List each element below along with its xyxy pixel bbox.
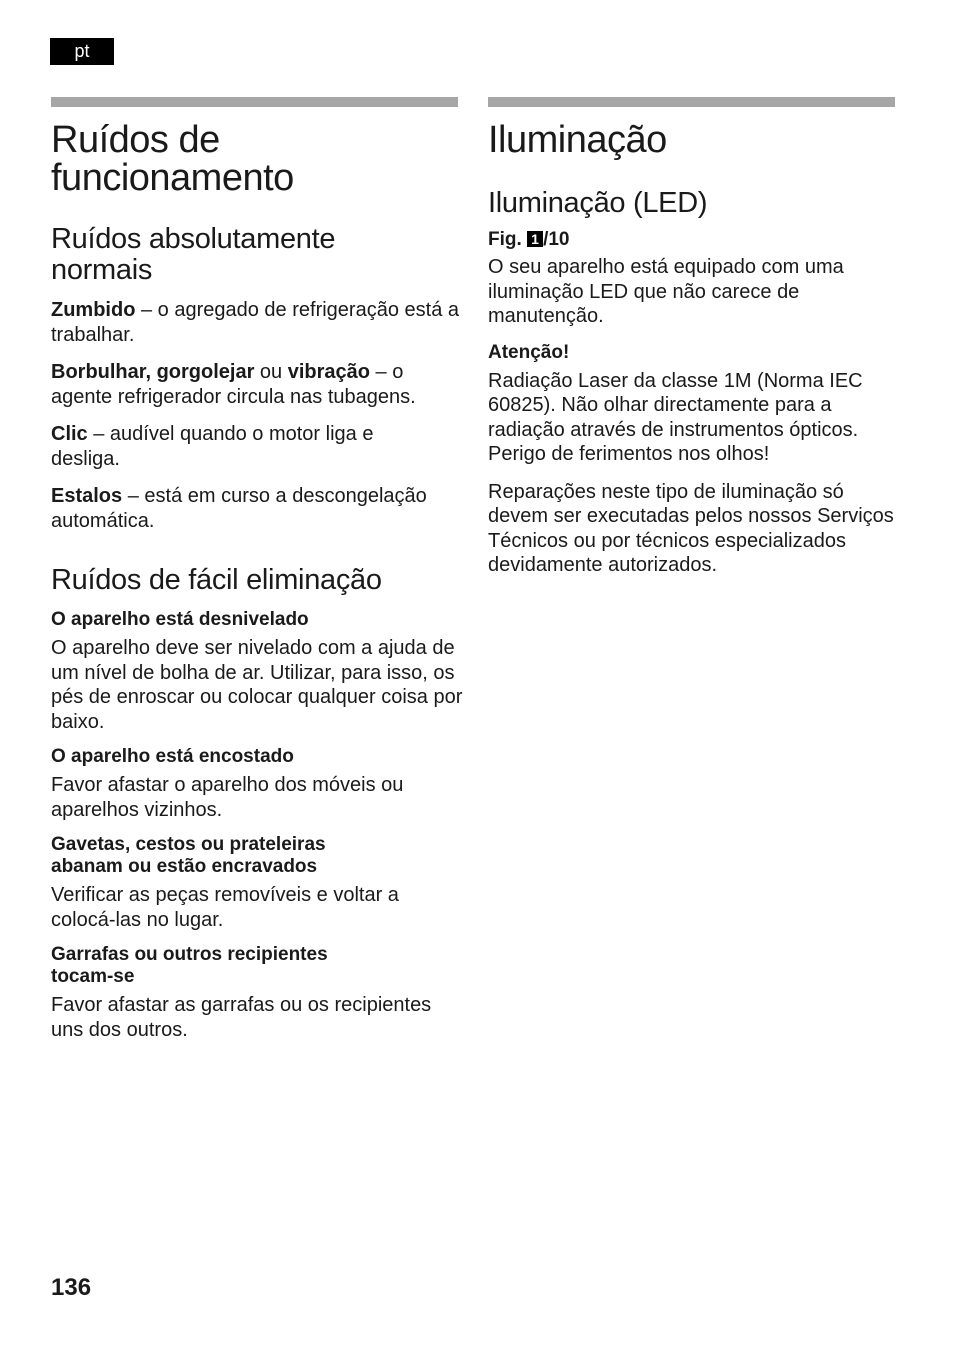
intro-text: O seu aparelho está equipado com uma iluminação LED que não carece de manutenção. (488, 256, 844, 327)
noise-item (51, 484, 431, 533)
noise-desc: – audível quando o motor liga e desliga. (51, 423, 374, 470)
problem-text: Favor afastar o aparelho dos móveis ou aparelhos vizinhos. (51, 774, 404, 821)
left-column (51, 97, 463, 1042)
problem-text: Verificar as peças removíveis e voltar a colocá-las no lugar. (51, 884, 399, 931)
problem-title: O aparelho está encostado (51, 746, 294, 767)
noise-desc: – o agente refrigerador circula nas tubagens. (51, 361, 416, 408)
noise-term: Borbulhar, gorgolejar (51, 361, 255, 383)
noise-item (51, 360, 431, 409)
noise-joiner: ou (254, 361, 288, 383)
page-number: 136 (51, 1274, 92, 1301)
problem-text: O aparelho deve ser nivelado com a ajuda de um nível de bolha de ar. Utilizar, para isso, os pés de enroscar ou colocar qualquer coisa por baixo. (51, 637, 463, 733)
problem-title: O aparelho está desnivelado (51, 609, 309, 630)
figure-suffix: /10 (543, 229, 570, 250)
section-rule (51, 97, 458, 107)
subsection-heading: Ruídos absolutamente normais (51, 223, 336, 286)
problem-title: Garrafas ou outros recipientes tocam-se (51, 944, 328, 987)
warning-title: Atenção! (488, 341, 570, 363)
section-rule (488, 97, 895, 107)
language-tag: pt (50, 38, 114, 65)
subsection-heading: Ruídos de fácil eliminação (51, 564, 382, 596)
noise-desc: – o agregado de refrigeração está a trabalhar. (51, 299, 459, 346)
noise-item (51, 298, 463, 347)
section-title: Iluminação (488, 119, 667, 161)
noise-term: Estalos (51, 485, 123, 507)
right-column (488, 97, 898, 578)
subsection-heading: Iluminação (LED) (488, 187, 708, 219)
problem-text: Favor afastar as garrafas ou os recipientes uns dos outros. (51, 994, 432, 1041)
figure-reference (488, 229, 898, 251)
noise-term: Clic (51, 423, 88, 445)
section-title: Ruídos de funcionamento (51, 119, 294, 199)
noise-term: vibração (287, 361, 370, 383)
noise-term: Zumbido (51, 299, 136, 321)
noise-desc: – está em curso a descongelação automática. (51, 485, 427, 532)
figure-prefix: Fig. (488, 229, 522, 250)
figure-number-badge: 1 (527, 231, 543, 247)
problem-title: Gavetas, cestos ou prateleiras abanam ou estão encravados (51, 834, 326, 877)
warning-text: Radiação Laser da classe 1M (Norma IEC 60825). Não olhar directamente para a radiação através de instrumentos ópticos. Perigo de ferimentos nos olhos! (488, 369, 863, 465)
noise-item (51, 422, 396, 471)
repair-text: Reparações neste tipo de iluminação só devem ser executadas pelos nossos Serviços Técnicos ou por técnicos especializados devidamente autorizados. (488, 480, 894, 576)
